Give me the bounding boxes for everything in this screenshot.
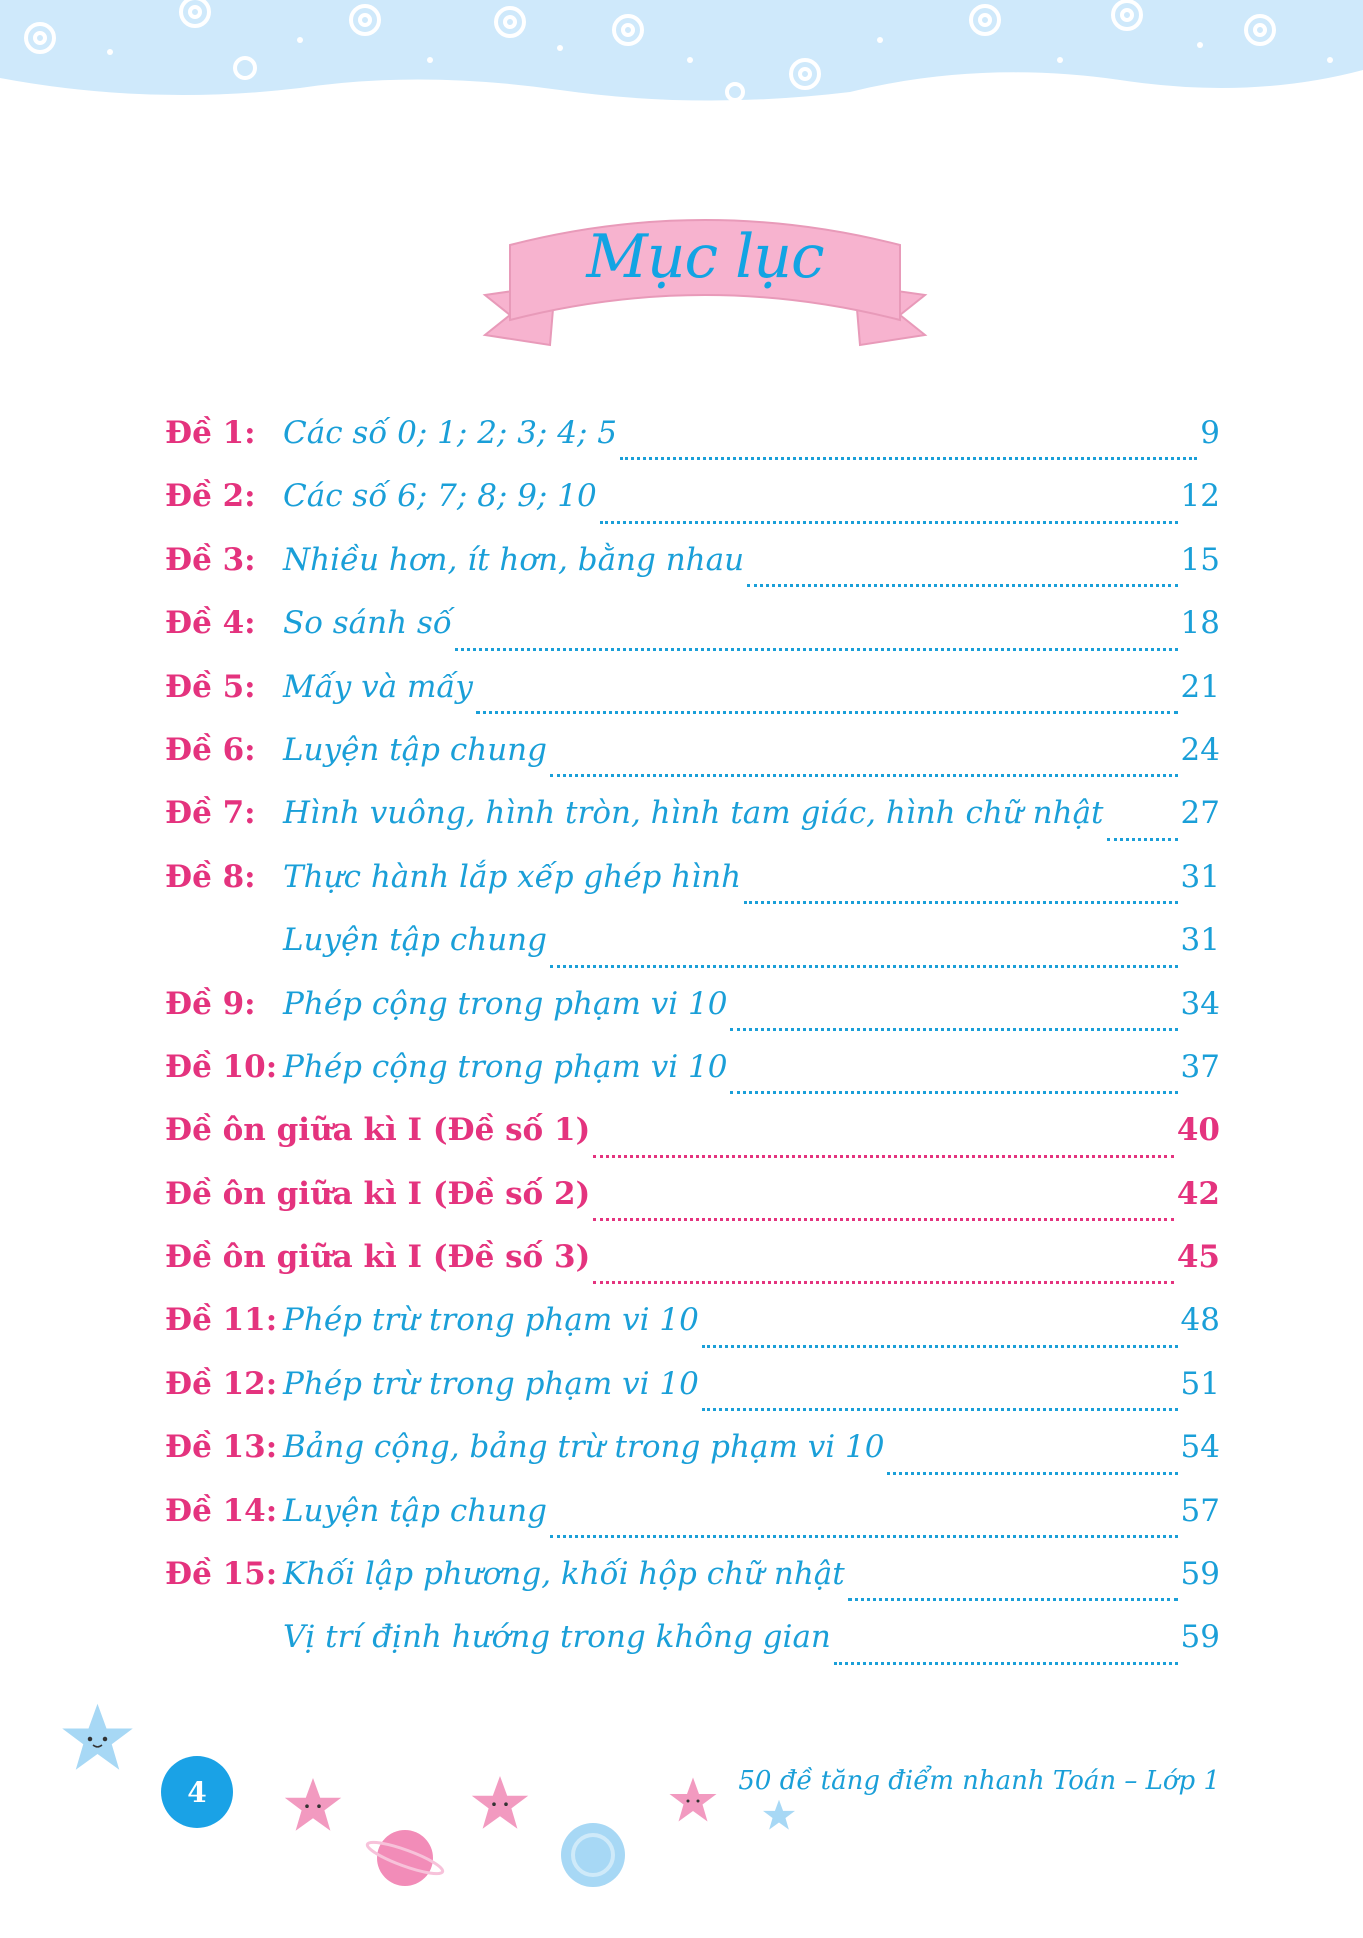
dot-leader [455, 605, 1178, 668]
toc-row[interactable] [165, 1493, 1220, 1556]
toc-row[interactable] [165, 1366, 1220, 1429]
toc-label: Đề 2: [165, 478, 256, 515]
toc-title: Phép trừ trong phạm vi 10 [283, 1365, 699, 1402]
toc-page-number: 37 [1180, 1048, 1220, 1085]
toc-title: Luyện tập chung [283, 922, 547, 959]
toc-label: Đề 4: [165, 605, 256, 642]
toc-page-number: 18 [1180, 605, 1220, 642]
toc-label: Đề 13: [165, 1429, 278, 1466]
toc-page-number: 40 [1176, 1112, 1220, 1149]
star-pink-icon [470, 1773, 530, 1833]
star-blue-small-icon [762, 1798, 796, 1832]
dot-leader [702, 1366, 1178, 1429]
page-title: Mục lục [586, 222, 824, 292]
toc-label: Đề 7: [165, 795, 256, 832]
table-of-contents [165, 415, 1220, 1683]
toc-page-number: 24 [1180, 731, 1220, 768]
dot-leader [747, 542, 1177, 605]
toc-title: Mấy và mấy [283, 668, 473, 705]
toc-label: Đề 12: [165, 1365, 278, 1402]
toc-page-number: 12 [1180, 478, 1220, 515]
toc-page-number: 9 [1200, 415, 1220, 451]
toc-row[interactable] [165, 1302, 1220, 1365]
toc-label: Đề 15: [165, 1556, 278, 1593]
toc-title: Phép trừ trong phạm vi 10 [283, 1302, 699, 1339]
dot-leader [702, 1302, 1178, 1365]
toc-row[interactable] [165, 415, 1220, 478]
toc-label: Đề ôn giữa kì I (Đề số 1) [165, 1112, 591, 1149]
toc-title: Bảng cộng, bảng trừ trong phạm vi 10 [283, 1429, 885, 1466]
toc-page-number: 21 [1180, 668, 1220, 705]
dot-leader [550, 1493, 1178, 1556]
toc-label: Đề ôn giữa kì I (Đề số 2) [165, 1175, 591, 1212]
toc-label: Đề 14: [165, 1492, 278, 1529]
toc-page-number: 45 [1176, 1239, 1220, 1276]
dot-leader [887, 1429, 1177, 1492]
toc-page-number: 48 [1180, 1302, 1220, 1339]
dot-leader [550, 732, 1178, 795]
toc-title: Vị trí định hướng trong không gian [283, 1619, 831, 1656]
dot-leader [730, 986, 1177, 1049]
toc-title: So sánh số [283, 605, 452, 642]
toc-row[interactable] [165, 542, 1220, 605]
dot-leader [476, 669, 1178, 732]
toc-page-number: 15 [1180, 541, 1220, 578]
dot-leader [550, 922, 1178, 985]
toc-label: Đề 5: [165, 668, 256, 705]
toc-page-number: 42 [1176, 1175, 1220, 1212]
toc-page-number: 34 [1180, 985, 1220, 1022]
toc-title: Luyện tập chung [283, 731, 547, 768]
dot-leader [834, 1619, 1178, 1682]
toc-label: Đề 11: [165, 1302, 278, 1339]
toc-page-number: 54 [1180, 1429, 1220, 1466]
toc-title: Thực hành lắp xếp ghép hình [283, 858, 742, 895]
dot-leader [730, 1049, 1177, 1112]
toc-row[interactable] [165, 1619, 1220, 1682]
toc-title: Luyện tập chung [283, 1492, 547, 1529]
toc-label: Đề ôn giữa kì I (Đề số 3) [165, 1239, 591, 1276]
toc-page-number: 31 [1180, 858, 1220, 895]
moon-blue-icon [560, 1822, 626, 1888]
toc-row[interactable] [165, 669, 1220, 732]
toc-row[interactable] [165, 795, 1220, 858]
toc-page-number: 27 [1180, 795, 1220, 832]
dot-leader [593, 1112, 1174, 1175]
planet-pink-icon [365, 1828, 445, 1888]
dot-leader [600, 478, 1178, 541]
dot-leader [593, 1176, 1174, 1239]
page-number-badge: 4 [161, 1756, 233, 1828]
toc-title: Nhiều hơn, ít hơn, bằng nhau [283, 541, 745, 578]
toc-row-review[interactable] [165, 1239, 1220, 1302]
toc-title: Các số 0; 1; 2; 3; 4; 5 [283, 415, 617, 451]
top-decorative-band [0, 0, 1363, 110]
toc-row[interactable] [165, 1556, 1220, 1619]
dot-leader [1107, 795, 1178, 858]
dot-leader [848, 1556, 1178, 1619]
toc-row[interactable] [165, 732, 1220, 795]
toc-title: Hình vuông, hình tròn, hình tam giác, hình chữ nhật [283, 795, 1104, 832]
toc-label: Đề 9: [165, 985, 256, 1022]
star-blue-icon [60, 1700, 135, 1775]
toc-label: Đề 6: [165, 731, 256, 768]
toc-page-number: 51 [1180, 1365, 1220, 1402]
star-pink-icon [668, 1775, 718, 1825]
toc-row[interactable] [165, 605, 1220, 668]
toc-page-number: 31 [1180, 922, 1220, 959]
dot-leader [620, 415, 1197, 478]
toc-label: Đề 10: [165, 1048, 278, 1085]
toc-row-review[interactable] [165, 1112, 1220, 1175]
toc-row[interactable] [165, 1429, 1220, 1492]
toc-row[interactable] [165, 859, 1220, 922]
dot-leader [744, 859, 1177, 922]
toc-title: Phép cộng trong phạm vi 10 [283, 985, 728, 1022]
toc-row[interactable] [165, 1049, 1220, 1112]
toc-label: Đề 8: [165, 858, 256, 895]
dot-leader [593, 1239, 1174, 1302]
book-title-footer: 50 đề tăng điểm nhanh Toán – Lớp 1 [738, 1766, 1220, 1796]
toc-title: Các số 6; 7; 8; 9; 10 [283, 478, 597, 515]
toc-row-review[interactable] [165, 1176, 1220, 1239]
toc-row[interactable] [165, 478, 1220, 541]
toc-page-number: 59 [1180, 1556, 1220, 1593]
toc-page-number: 57 [1180, 1492, 1220, 1529]
toc-page-number: 59 [1180, 1619, 1220, 1656]
toc-label: Đề 3: [165, 541, 256, 578]
toc-row[interactable] [165, 922, 1220, 985]
toc-row[interactable] [165, 986, 1220, 1049]
toc-title: Phép cộng trong phạm vi 10 [283, 1048, 728, 1085]
toc-title: Khối lập phương, khối hộp chữ nhật [283, 1556, 845, 1593]
toc-label: Đề 1: [165, 415, 256, 451]
star-pink-icon [283, 1775, 343, 1835]
